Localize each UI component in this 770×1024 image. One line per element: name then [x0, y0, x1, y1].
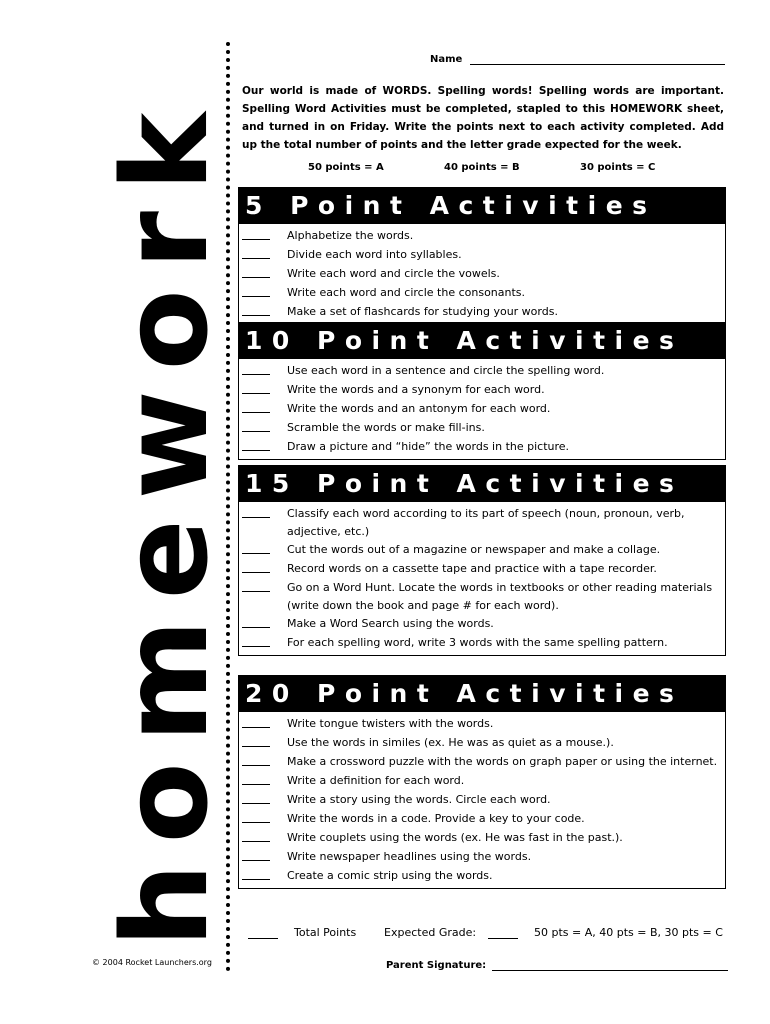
list-item: Write the words and a synonym for each word.	[239, 381, 725, 400]
section-15-points	[238, 465, 726, 656]
list-item: Cut the words out of a magazine or newspaper and make a collage.	[239, 541, 725, 560]
grade-b: 40 points = B	[444, 162, 520, 173]
list-item: Record words on a cassette tape and practice with a tape recorder.	[239, 560, 725, 579]
section-5-points	[238, 187, 726, 325]
copyright: © 2004 Rocket Launchers.org	[92, 958, 212, 967]
list-item: Write couplets using the words (ex. He was fast in the past.).	[239, 829, 725, 848]
list-item: Use the words in similes (ex. He was as quiet as a mouse.).	[239, 734, 725, 753]
cut-line	[226, 42, 230, 972]
points-blank[interactable]	[242, 541, 270, 554]
list-item: Make a Word Search using the words.	[239, 615, 725, 634]
total-points-label: Total Points	[294, 926, 357, 939]
points-blank[interactable]	[242, 848, 270, 861]
list-item: Make a set of flashcards for studying your words.	[239, 303, 725, 322]
points-blank[interactable]	[242, 400, 270, 413]
points-blank[interactable]	[242, 579, 270, 592]
parent-signature-field[interactable]	[492, 958, 728, 971]
list-item: Draw a picture and “hide” the words in the picture.	[239, 438, 725, 457]
signature-row	[386, 958, 728, 971]
list-item: Write a story using the words. Circle each word.	[239, 791, 725, 810]
list-item: Go on a Word Hunt. Locate the words in textbooks or other reading materials (write down the book and page # for each word).	[239, 579, 725, 615]
points-blank[interactable]	[242, 438, 270, 451]
total-points-blank[interactable]	[248, 926, 278, 939]
points-blank[interactable]	[242, 265, 270, 278]
list-item: Write newspaper headlines using the words.	[239, 848, 725, 867]
section-header: 15 Point Activities	[239, 466, 725, 502]
points-blank[interactable]	[242, 246, 270, 259]
list-item: Write a definition for each word.	[239, 772, 725, 791]
grade-c: 30 points = C	[580, 162, 656, 173]
points-blank[interactable]	[242, 615, 270, 628]
vertical-title: homework	[96, 92, 234, 948]
name-field[interactable]	[470, 52, 725, 65]
list-item: Make a crossword puzzle with the words on graph paper or using the internet.	[239, 753, 725, 772]
list-item: Write tongue twisters with the words.	[239, 715, 725, 734]
list-item: Scramble the words or make fill-ins.	[239, 419, 725, 438]
name-row	[430, 52, 725, 65]
points-blank[interactable]	[242, 810, 270, 823]
section-header: 20 Point Activities	[239, 676, 725, 712]
points-blank[interactable]	[242, 227, 270, 240]
intro-paragraph: Our world is made of WORDS. Spelling words! Spelling words are important. Spelling Word Activities must be completed, stapled to this HOMEWORK sheet, and turned in on Friday. Write the points next to each activity completed. Add up the total number of points and the letter grade expected for the week.	[242, 85, 724, 151]
list-item: Divide each word into syllables.	[239, 246, 725, 265]
list-item: Classify each word according to its part of speech (noun, pronoun, verb, adjective, etc.)	[239, 505, 725, 541]
points-blank[interactable]	[242, 753, 270, 766]
points-blank[interactable]	[242, 734, 270, 747]
points-blank[interactable]	[242, 381, 270, 394]
section-10-points	[238, 322, 726, 460]
points-blank[interactable]	[242, 715, 270, 728]
points-blank[interactable]	[242, 419, 270, 432]
list-item: Write the words in a code. Provide a key to your code.	[239, 810, 725, 829]
grade-a: 50 points = A	[308, 162, 384, 173]
points-blank[interactable]	[242, 303, 270, 316]
list-item: Use each word in a sentence and circle the spelling word.	[239, 362, 725, 381]
list-item: For each spelling word, write 3 words with the same spelling pattern.	[239, 634, 725, 653]
points-blank[interactable]	[242, 284, 270, 297]
list-item: Create a comic strip using the words.	[239, 867, 725, 886]
points-blank[interactable]	[242, 829, 270, 842]
section-20-points	[238, 675, 726, 889]
points-blank[interactable]	[242, 362, 270, 375]
grade-scale-summary: 50 pts = A, 40 pts = B, 30 pts = C	[534, 926, 723, 939]
points-blank[interactable]	[242, 791, 270, 804]
list-item: Write each word and circle the consonants.	[239, 284, 725, 303]
points-blank[interactable]	[242, 867, 270, 880]
section-header: 10 Point Activities	[239, 323, 725, 359]
expected-grade-label: Expected Grade:	[384, 926, 477, 939]
list-item: Write each word and circle the vowels.	[239, 265, 725, 284]
expected-grade-blank[interactable]	[488, 926, 518, 939]
points-blank[interactable]	[242, 634, 270, 647]
list-item: Alphabetize the words.	[239, 227, 725, 246]
list-item: Write the words and an antonym for each word.	[239, 400, 725, 419]
points-blank[interactable]	[242, 560, 270, 573]
points-blank[interactable]	[242, 772, 270, 785]
name-label: Name	[430, 54, 463, 65]
points-blank[interactable]	[242, 505, 270, 518]
parent-signature-label: Parent Signature:	[386, 960, 487, 971]
section-header: 5 Point Activities	[239, 188, 725, 224]
